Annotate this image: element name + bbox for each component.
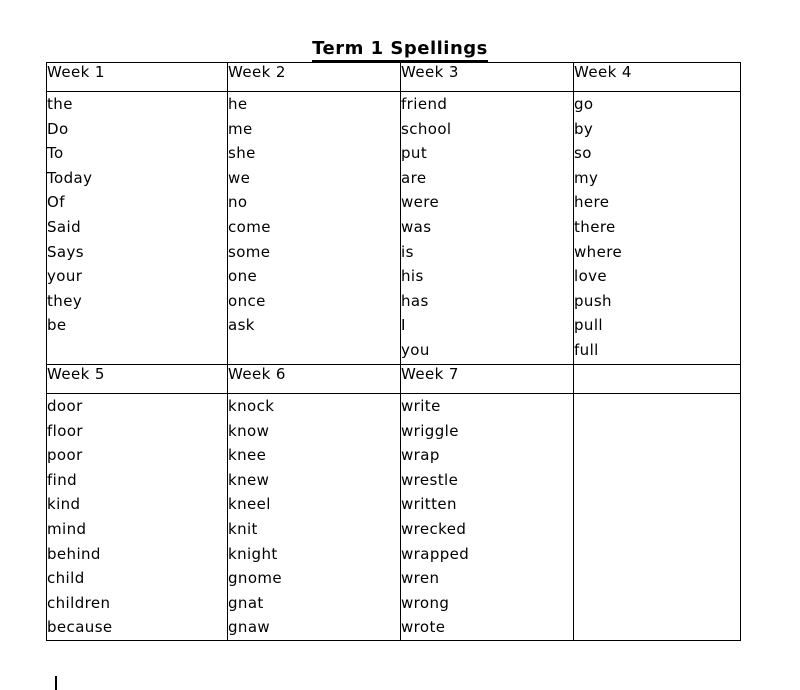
spelling-word: floor (47, 421, 83, 440)
spelling-word: were (401, 193, 440, 212)
column-header-week-5: Week 5 (47, 365, 228, 394)
spelling-word: one (228, 267, 258, 286)
table-row (47, 394, 741, 641)
word-list-week-1 (47, 92, 228, 365)
column-header-week-3: Week 3 (401, 63, 574, 92)
spelling-word: door (47, 397, 83, 415)
spelling-word: wrote (401, 618, 446, 637)
spelling-word: behind (47, 544, 101, 563)
spelling-word: wrapped (401, 544, 470, 563)
spelling-word: know (228, 421, 270, 440)
spelling-word: gnaw (228, 618, 271, 637)
word-list-week-6 (228, 394, 401, 641)
spelling-word: child (47, 569, 85, 588)
spelling-word: my (574, 168, 599, 187)
word-list-week-4 (574, 92, 741, 365)
page-title (0, 38, 800, 59)
spelling-word: I (401, 316, 406, 335)
spelling-word: wrecked (401, 519, 467, 538)
spellings-table (46, 62, 741, 641)
spelling-word: by (574, 119, 594, 138)
spelling-word: Of (47, 193, 65, 212)
spelling-word: so (574, 144, 592, 163)
spelling-word: knit (228, 519, 258, 538)
column-header-empty (574, 365, 741, 394)
spelling-word: wren (401, 569, 440, 588)
spelling-word: here (574, 193, 610, 212)
column-header-week-4: Week 4 (574, 63, 741, 92)
spelling-word: your (47, 267, 83, 286)
spelling-word: wriggle (401, 421, 459, 440)
spelling-word: love (574, 267, 608, 286)
spelling-word: some (228, 242, 271, 261)
table-header-row-2 (47, 365, 741, 394)
spelling-word: there (574, 217, 616, 236)
spelling-word: was (401, 217, 432, 236)
spelling-word: are (401, 168, 427, 187)
column-header-week-1: Week 1 (47, 63, 228, 92)
spelling-word: we (228, 168, 251, 187)
spelling-word: his (401, 267, 424, 286)
spelling-word: no (228, 193, 248, 212)
spelling-word: where (574, 242, 623, 261)
spelling-word: gnat (228, 593, 264, 612)
spelling-word: me (228, 119, 253, 138)
spelling-word: knight (228, 544, 278, 563)
spelling-word: school (401, 119, 452, 138)
spelling-word: written (401, 495, 457, 514)
table-row (47, 92, 741, 365)
column-header-week-6: Week 6 (228, 365, 401, 394)
spelling-word: you (401, 340, 430, 359)
spelling-word: knee (228, 446, 267, 465)
spelling-word: wrong (401, 593, 450, 612)
spelling-word: pull (574, 316, 603, 335)
spelling-word: knock (228, 397, 275, 415)
spelling-word: be (47, 316, 67, 335)
spelling-word: Today (47, 168, 93, 187)
spelling-word: they (47, 291, 83, 310)
spelling-word: he (228, 95, 248, 113)
stray-pen-mark (55, 676, 57, 690)
spelling-word: poor (47, 446, 83, 465)
spelling-word: wrap (401, 446, 440, 465)
column-header-week-2: Week 2 (228, 63, 401, 92)
spelling-word: write (401, 397, 441, 415)
word-list-week-2 (228, 92, 401, 365)
spelling-word: because (47, 618, 113, 637)
spelling-word: she (228, 144, 256, 163)
spelling-word: ask (228, 316, 255, 335)
spelling-word: once (228, 291, 266, 310)
spelling-word: is (401, 242, 414, 261)
spelling-word: wrestle (401, 470, 459, 489)
spelling-word: Do (47, 119, 69, 138)
spelling-word: find (47, 470, 78, 489)
spelling-word: the (47, 95, 73, 113)
spelling-word: Says (47, 242, 85, 261)
word-list-week-7 (401, 394, 574, 641)
spelling-word: Said (47, 217, 82, 236)
column-header-week-7: Week 7 (401, 365, 574, 394)
spelling-word: come (228, 217, 271, 236)
spelling-word: gnome (228, 569, 283, 588)
spelling-word: kneel (228, 495, 271, 514)
spelling-word: knew (228, 470, 270, 489)
spelling-word: children (47, 593, 111, 612)
spelling-word: kind (47, 495, 81, 514)
page-title-text: Term 1 Spellings (312, 38, 488, 62)
word-list-week-5 (47, 394, 228, 641)
table-header-row-1 (47, 63, 741, 92)
spelling-word: push (574, 291, 612, 310)
word-list-week-3 (401, 92, 574, 365)
spelling-word: friend (401, 95, 448, 113)
word-list-empty (574, 394, 741, 641)
spelling-word: put (401, 144, 428, 163)
spelling-word: To (47, 144, 64, 163)
spelling-word: mind (47, 519, 87, 538)
spelling-word: go (574, 95, 594, 113)
spelling-word: full (574, 340, 599, 359)
spelling-word: has (401, 291, 429, 310)
